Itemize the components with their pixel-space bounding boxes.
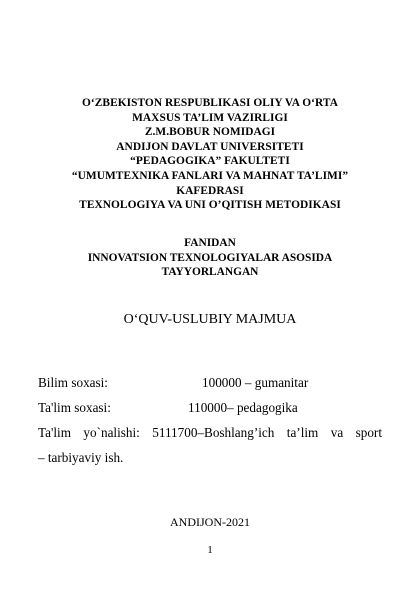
education-area-value: 110000– pedagogika — [188, 400, 298, 415]
header-line-ministry-2: MAXSUS TA’LIM VAZIRLIGI — [132, 111, 288, 124]
education-direction-continuation: – tarbiyaviy ish. — [38, 450, 124, 465]
knowledge-area-label: Bilim soxasi: — [38, 375, 108, 390]
header-line-department-1: “UMUMTEXNIKA FANLARI VA MAHNAT TA’LIMI” — [71, 169, 349, 182]
header-line-course: TEXNOLOGIYA VA UNI O’QITISH METODIKASI — [79, 199, 341, 212]
header-line-named-after: Z.M.BOBUR NOMIDAGI — [144, 126, 276, 139]
direction-word: yo`nalishi: — [83, 425, 140, 440]
institution-header — [0, 96, 420, 213]
education-area-row — [38, 399, 298, 416]
subject-line-3: TAYYORLANGAN — [161, 266, 259, 279]
direction-word: Ta'lim — [38, 425, 71, 440]
knowledge-area-value: 100000 – gumanitar — [202, 375, 309, 390]
page-number: 1 — [207, 544, 213, 556]
header-line-university: ANDIJON DAVLAT UNIVERSITETI — [116, 140, 304, 153]
city-year: ANDIJON-2021 — [170, 515, 250, 529]
direction-word: 5111700–Boshlang’ich — [152, 425, 275, 440]
subject-line-2: INNOVATSION TEXNOLOGIYALAR ASOSIDA — [87, 251, 333, 264]
subject-block — [0, 236, 420, 280]
header-line-ministry-1: O‘ZBEKISTON RESPUBLIKASI OLIY VA O‘RTA — [82, 97, 338, 109]
direction-word: va — [330, 425, 344, 440]
education-area-label: Ta'lim soxasi: — [38, 400, 111, 415]
header-line-faculty: “PEDAGOGIKA” FAKULTETI — [130, 155, 290, 168]
header-line-department-2: KAFEDRASI — [176, 184, 244, 197]
document-type-title: O‘QUV-USLUBIY MAJMUA — [123, 312, 297, 327]
education-direction-row — [38, 424, 382, 441]
subject-line-1: FANIDAN — [184, 237, 236, 249]
direction-word: ta’lim — [286, 425, 319, 440]
knowledge-area-row — [38, 374, 309, 391]
direction-word: sport — [355, 425, 382, 440]
